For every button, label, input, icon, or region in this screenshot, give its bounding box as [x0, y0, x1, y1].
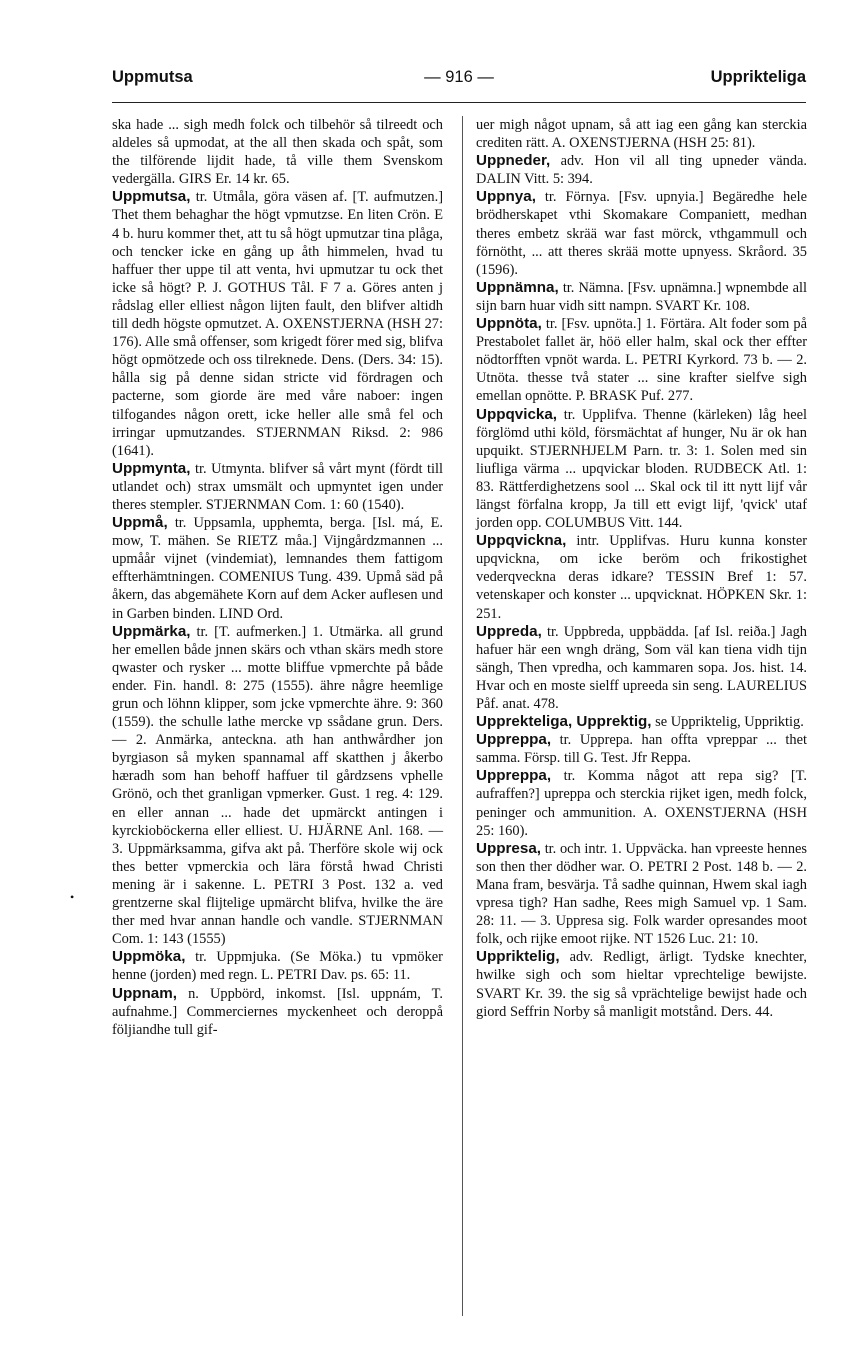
entry-text: tr. Uppbreda, uppbädda. [af Isl. reiða.] Jagh hafuer här een wngh dräng, Som väl kan tiena vidh tijn sängh, Then vpredha, och kammaren sopa. Jos. hist. 14. Hvar och en moste sielff upreeda sin seng. LAURELIUS Påf. anat. 478. — [476, 623, 807, 712]
headword: Uppreda, — [476, 622, 542, 640]
entry — [112, 948, 443, 984]
entry-text: uer migh något upnam, så att iag een gång kan sterckia crediten rätt. A. OXENSTJERNA (HSH 25: 81). — [476, 117, 807, 152]
headword: Uppreppa, — [476, 767, 552, 785]
headword: Uppmå, — [112, 514, 168, 532]
entry — [476, 188, 807, 278]
headword: Uppneder, — [476, 152, 551, 170]
entry-text: tr. och intr. 1. Uppväcka. han vpreeste hennes son then ther dödher war. O. PETRI 2 Post. 148 b. — 2. Mana fram, besvärja. Tå sadhe quinnan, Hwem skal iagh vpresa tigh? Han sadhe, Rees migh Samuel vp. 1 Sam. 28: 11. — 3. Uppresa sig. Folk warder opresandes moot folk, och rijke emoot rijke. NT 1526 Luc. 21: 10. — [476, 840, 807, 948]
entry — [112, 985, 443, 1039]
entry — [476, 152, 807, 188]
headword: Uppmärka, — [112, 622, 191, 640]
header-rule — [112, 102, 806, 103]
entry — [476, 279, 807, 315]
entry — [476, 623, 807, 713]
entry-text: tr. Utmynta. blifver så vårt mynt (fördt till utlandet och) strax umsmält och upmyntet igen under theres stempler. STJERNMAN Com. 1: 60 (1540). — [112, 460, 443, 513]
entry-text: tr. [T. aufmerken.] 1. Utmärka. all grund her emellen både jnnen skärs och vthan skärs medh store qwaster och rysker ... motte bliffue vpmerchte på både ender. Fin. handl. 8: 275 (1555). ähre någre heemlige grun och löhnn klipper, som jcke vpmerchte ähre. 9: 360 (1559). the schulle lathe mercke vp ssådane grun. Ders. — 2. Anmärka, anteckna. ath han anthwårdher jon byrgiason så myken spannamal aff skatthen j åkerbo hæradh som han behoff haffuer til gårdzsens vphelle Grönö, och thet granligan vpmerker. Gust. 1 reg. 4: 129. en eller annan ... hade det upmärckt antingen i kyrckioböckerna eller elliest. U. HJÄRNE Anl. 168. — 3. Uppmärksamma, gifva akt på. Therföre skole wij ock thes better vpmerckia och lära förstå hwad Christi mening är i sakenne. L. PETRI 3 Post. 132 a. ved grentzerne skal flijtelige upmärcht blifva, hvilke the äre ther med hvar annan handle och vandle. STJERNMAN Com. 1: 143 (1555) — [112, 623, 443, 948]
left-column — [112, 116, 443, 1039]
headword: Uppnöta, — [476, 315, 542, 333]
entry — [112, 188, 443, 459]
headword: Uppresa, — [476, 839, 541, 857]
headword: Uppnam, — [112, 984, 177, 1002]
entry — [476, 840, 807, 949]
entry — [476, 315, 807, 405]
entry-text: tr. Förnya. [Fsv. upnyia.] Begäredhe hele brödherskapet vthi Skomakare Companiett, medhan theres embetz skrää war fast mörck, vthgammull och förnötht, ... att theres skrää motte upnyess. Skråord. 35 (1596). — [476, 189, 807, 278]
entry-text: n. Uppbörd, inkomst. [Isl. uppnám, T. aufnahme.] Commerciernes myckenheet och deroppå följiandhe tull gif- — [112, 985, 443, 1038]
headword: Uppnämna, — [476, 278, 559, 296]
headword: Upprekteliga, Upprektig, — [476, 713, 652, 731]
entry — [476, 713, 807, 731]
entry — [476, 406, 807, 533]
entry-text: tr. Uppsamla, upphemta, berga. [Isl. má, E. mow, T. mähen. Se RIETZ måa.] Vijngårdzmannen ... upmåår vijnet (vindemiat), lemnandes them fattigom effterhämtningen. COMENIUS Tung. 439. Upmå säd på åkern, das abgemähete Korn auf dem Acker auflesen und in Garben binden. LIND Ord. — [112, 515, 443, 622]
entry-text: tr. Utmåla, göra väsen af. [T. aufmutzen.] Thet them behaghar the högt vpmutzse. En liten Crön. E 4 b. huru kommer thet, att tu så högt upmutzar tina plåga, och tencker icke en gång up åth himmelen, hvad tu haffuer ther uppe til att venta, hvi upmutzar tu ock thet icke så högt? P. J. GOTHUS Tål. F 7 a. Göres anten j rådslag eller elliest någon lijten fault, den blifver altidh till dedh högste opmutzet. A. OXENSTJERNA (HSH 27: 176). Alle små offenser, som krigedt förer med sig, blifva högt opmötzede och oss tilreknede. Dens. (Ders. 34: 15). hålla sig på denne sidan stricte vid fördragen och pacterne, som giorde äre med våre naboer: ingen tilfogandes någon orett, icke heller alle små fel och irringar upmutzandes. STJERNMAN Riksd. 2: 986 (1641). — [112, 189, 443, 459]
entry — [476, 116, 807, 152]
entry-text: tr. Upplifva. Thenne (kärleken) låg heel förglömd uthi köld, försmächtat af hunger, Nu är ok han upquikt. STJERNHJELM Parn. tr. 3: 1. Solen med sin liufliga värma ... upqvickar bloden. RUDBECK Atl. 1: 83. Rättferdighetzens sool ... Skal ock til itt nytt lijf vår längst förfalna kropp, Ja till ett evigt lijf, 'qvick' utaf jorden opp. COLUMBUS Vitt. 144. — [476, 406, 807, 532]
margin-bullet: • — [70, 890, 75, 904]
running-head-right: Upprikteliga — [710, 68, 806, 86]
headword: Uppmöka, — [112, 948, 186, 966]
entry — [112, 514, 443, 623]
entry — [476, 532, 807, 622]
entry-text: tr. Nämna. [Fsv. upnämna.] wpnembde all sijn barn huar vidh sitt nampn. SVART Kr. 108. — [476, 279, 807, 314]
running-head-left: Uppmutsa — [112, 68, 193, 86]
entry-text: adv. Redligt, ärligt. Tydske knechter, hwilke sigh och som hieltar vprechtelige bewijste. SVART Kr. 39. the sig så vprächtelige bewijst hade och giord Seffrin Norby så manligit motstånd. Ders. 44. — [476, 949, 807, 1020]
headword: Uppqvickna, — [476, 532, 567, 550]
entry-text: tr. Uppmjuka. (Se Möka.) tu vpmöker henne (jorden) med regn. L. PETRI Dav. ps. 65: 11. — [112, 949, 443, 984]
entry-text: intr. Upplifvas. Huru kunna konster upqvickna, om icke beröm och frikostighet vederqveckna deras idkare? TESSIN Bref 1: 57. vetenskaper och konster ... upqvicknat. HÖPKEN Skr. 1: 251. — [476, 533, 807, 622]
entry-text: ska hade ... sigh medh folck och tilbehör så tilreedt och aldeles så upmodat, at the all then skada och spåt, som the tilförende lijdit hade, tå ville them Svenskom vedergälla. GIRS Er. 14 kr. 65. — [112, 117, 443, 188]
entry-text: tr. Komma något att repa sig? [T. aufraffen?] upreppa och sterckia rijket igen, medh folck, peninger och ammunition. A. OXENSTJERNA (HSH 25: 160). — [476, 768, 808, 839]
entry — [476, 767, 807, 839]
entry-text: se Uppriktelig, Uppriktig. — [655, 714, 804, 731]
right-column — [476, 116, 807, 1021]
column-divider — [462, 116, 463, 1316]
entry-text: adv. Hon vil all ting upneder vända. DALIN Vitt. 5: 394. — [476, 153, 807, 188]
entry — [476, 948, 807, 1020]
headword: Uppriktelig, — [476, 948, 560, 966]
entry-text: tr. Upprepa. han offta vpreppar ... thet samma. Försp. till G. Test. Jfr Reppa. — [476, 732, 807, 767]
entry — [476, 731, 807, 767]
entry-text: tr. [Fsv. upnöta.] 1. Förtära. Alt foder som på Prestabolet fallet är, höö eller halm, skal ock ther effter nödtorfften vpnöt warda. L. PETRI Kyrkord. 73 b. — 2. Utnöta. thesse två stater ... sine krafter sielfve sigh emellan opnötte. P. BRASK Puf. 277. — [476, 316, 807, 405]
entry — [112, 623, 443, 949]
headword: Uppqvicka, — [476, 405, 558, 423]
headword: Uppmutsa, — [112, 188, 191, 206]
headword: Uppmynta, — [112, 459, 191, 477]
entry — [112, 116, 443, 188]
headword: Uppnya, — [476, 188, 536, 206]
page-header — [112, 68, 806, 94]
page-number: — 916 — — [424, 68, 494, 86]
entry — [112, 460, 443, 514]
headword: Uppreppa, — [476, 731, 552, 749]
